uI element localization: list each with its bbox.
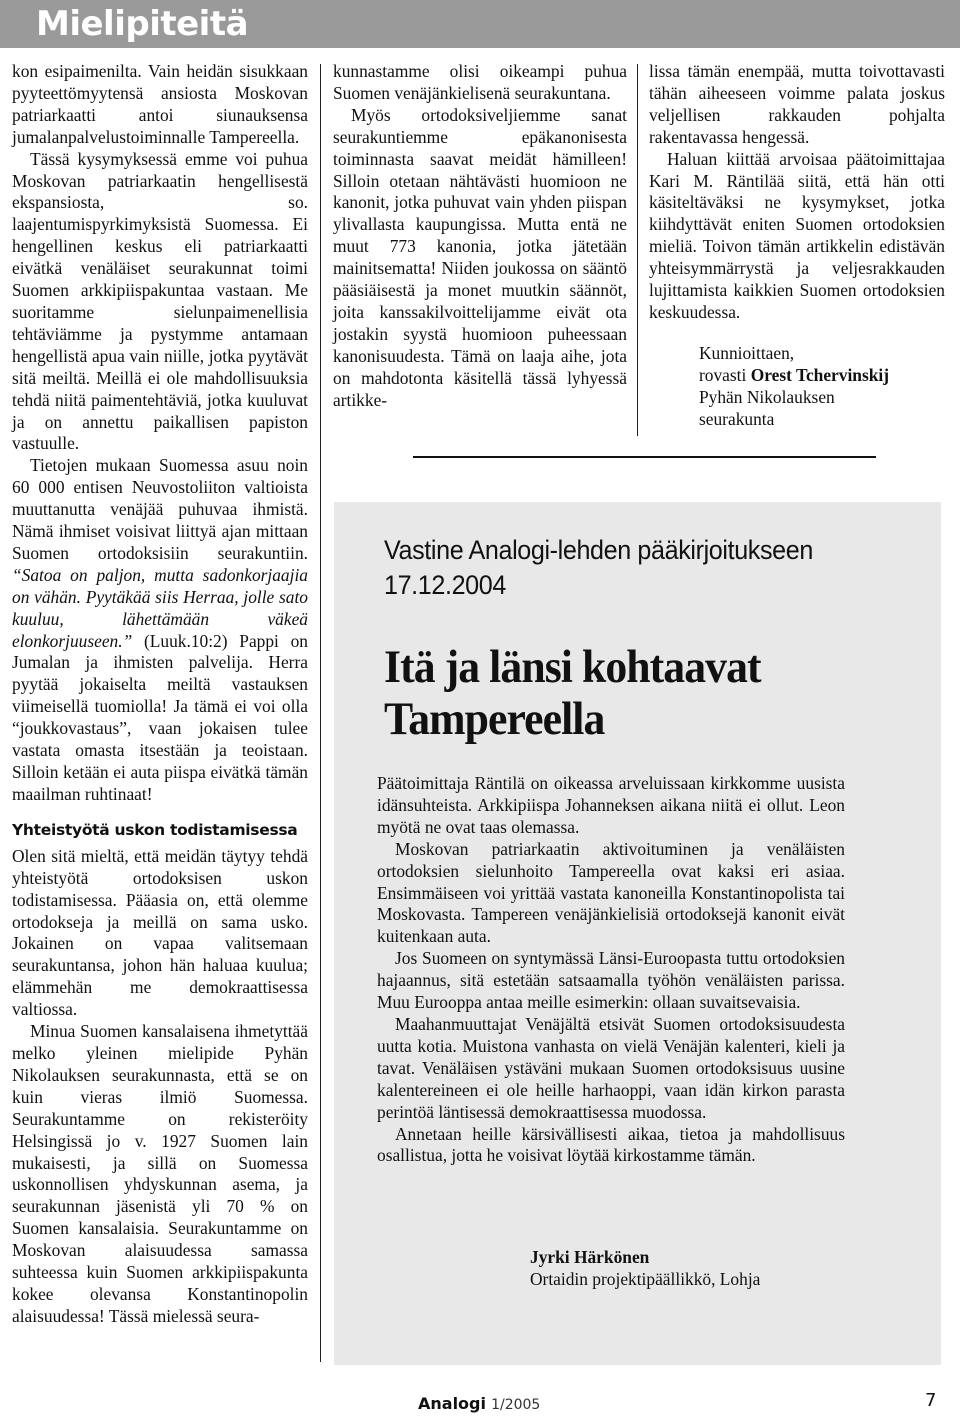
paragraph: kon esipaimenilta. Vain heidän sisukkaan pyyteettömyytensä ansiosta Moskovan patriarkaatti antoi siunauksensa jumalanpalvelustoiminnalle Tampereella. — [12, 61, 308, 147]
reply-headline: Itä ja länsi kohtaavat Tampereella — [384, 641, 761, 745]
text-span: Tietojen mukaan Suomessa asuu noin 60 000 entisen Neuvostoliiton valtioista muuttanutta venäjää puhuvaa ihmistä. Nämä ihmiset voisivat liittyä ajan mittaan Suomen ortodoksisiin seurakuntiin. — [12, 455, 308, 563]
signer-title: rovasti — [699, 364, 747, 385]
section-title: Mielipiteitä — [36, 4, 249, 44]
page-number: 7 — [925, 1390, 937, 1411]
paragraph: lissa tämän enempää, mutta toivottavasti tähän aiheeseen voimme palata joskus veljellisen rakkauden pohjalta rakentavassa hengessä. — [649, 61, 945, 147]
paragraph: Myös ortodoksiveljiemme sanat seurakuntiemme epäkanonisesta toiminnasta saavat meidät hämilleen! Silloin otetaan nähtävästi huomioon ne kanonit, jotka puhuvat vain yhden piispan ylivallasta kaupungissa. Mutta entä ne muut 773 kanonia, jotka jätetään mainitsematta! Niiden joukossa on sääntö pääsiäisestä ja monet muutkin säännöt, joita kanssakilvoittelijamme eivät ota jostakin syystä huomioon puheessaan kanonisuudesta. Tämä on laaja aihe, jota on mahdotonta käsitellä tässä lyhyessä artikke- — [333, 104, 627, 410]
reply-body — [377, 773, 845, 1167]
paragraph: Päätoimittaja Räntilä on oikeassa arveluissaan kirkkomme uusista idänsuhteista. Arkkipiispa Johanneksen aikana niitä ei ollut. Leon myötä ne ovat taas olemassa. — [377, 773, 845, 837]
article-column-3 — [649, 61, 945, 324]
signer-org: Pyhän Nikolauksen — [699, 386, 835, 407]
horizontal-divider — [413, 456, 876, 458]
text-span: (Luuk.10:2) Pappi on Jumalan ja ihmisten palvelija. Herra pyytää jokaiselta meiltä vastauksen viimeisellä tuomiolla! Ja tämä ei voi olla “joukkovastaus”, vaan jokaisen tulee vastata omasta itsestään ja teoistaan. Silloin ketään ei auta piispa eivätkä tämän maailman ruhtinaat! — [12, 630, 308, 804]
bible-quote: “Satoa on paljon, mutta sadonkorjaajia on vähän. Pyytäkää siis Herraa, jolle sato kuuluu, lähettämään väkeä elonkorjuuseen.” — [12, 564, 308, 651]
author-name: Jyrki Härkönen — [530, 1247, 650, 1267]
column-divider — [320, 64, 321, 1362]
reply-author — [530, 1247, 760, 1291]
paragraph: Minua Suomen kansalaisena ihmetyttää melko yleinen mielipide Pyhän Nikolauksen seurakunnasta, että se on kuin vieras ilmiö Suomessa. Seurakuntamme on rekisteröity Helsingissä jo v. 1927 Suomen lain mukaisesti, ja sillä on Suomessa uskonnollisen yhdyskunnan asema, ja seurakunnan jäsenistä yli 70 % on Suomen kansalaisia. Seurakuntamme on Moskovan alaisuudessa samassa suhteessa kuin Suomen arkkipiispakunta kokee olevansa Konstantinopolin alaisuudessa! Tässä mielessä seura- — [12, 1021, 308, 1326]
paragraph: kunnastamme olisi oikeampi puhua Suomen venäjänkielisenä seurakuntana. — [333, 61, 627, 103]
paragraph: Olen sitä mieltä, että meidän täytyy tehdä yhteistyötä ortodoksisen uskon todistamisessa. Pääasia on, että olemme ortodokseja ja meillä on sama usko. Jokainen on vapaa valitsemaan seurakuntansa, johon hän haluaa kuulua; elämmehän me demokraattisessa valtiossa. — [12, 845, 308, 1020]
paragraph: Tässä kysymyksessä emme voi puhua Moskovan patriarkaatin hengellisestä ekspansiosta, so. laajentumispyrkimyksistä Suomessa. Ei hengellinen keskus eli patriarkaatti eivätkä venäläiset seurakunnat toimi Suomen arkkipiispakuntaa vastaan. Me suoritamme sielunpaimenellisia tehtäviämme ja pystymme antamaan hengellistä apua vain niille, jotka pyytävät sitä meiltä. Meillä ei ole mahdollisuuksia tehdä niitä paimentehtäviä, jotka kuuluvat ja on annettu paikallisen papiston vastuulle. — [12, 148, 308, 454]
article-column-1 — [12, 61, 308, 1328]
paragraph: Jos Suomeen on syntymässä Länsi-Euroopasta tuttu ortodoksien hajaannus, sitä estetään satsaamalla työhön venäläisten parissa. Muu Eurooppa antaa meille esimerkin: ollaan suvaitsevaisia. — [377, 948, 845, 1013]
reply-title: Vastine Analogi-lehden pääkirjoitukseen 17.12.2004 — [384, 535, 813, 600]
closing: Kunnioittaen, — [699, 343, 795, 363]
author-title: Ortaidin projektipäällikkö, Lohja — [530, 1268, 761, 1289]
paragraph: Maahanmuuttajat Venäjältä etsivät Suomen ortodoksisuudesta uutta kotia. Muistona vanhasta on vielä Venäjän kalenteri, kieli ja tavat. Venäläisen ystäväni mukaan Suomen ortodoksisuus uusine kalentereineen ei ole heille harhaoppi, vaan idän kirkon parasta perintöä läntisessä demokraattisessa muodossa. — [377, 1013, 845, 1122]
paragraph — [12, 455, 308, 806]
signer-org: seurakunta — [699, 408, 775, 429]
subheading: Yhteistyötä uskon todistamisessa — [12, 820, 298, 839]
issue-number: 1/2005 — [491, 1397, 541, 1413]
paragraph: Haluan kiittää arvoisaa päätoimittajaa Kari M. Räntilää siitä, että hän otti käsiteltäväksi ne kysymykset, jotka kiihdyttävät eniten Suomen ortodoksien mieliä. Toivon tämän artikkelin edistävän yhteisymmärrystä ja veljesrakkauden lujittamista kaikkien Suomen ortodoksien keskuudessa. — [649, 148, 945, 322]
magazine-name: Analogi — [418, 1394, 486, 1413]
signer-line — [699, 365, 889, 387]
paragraph: Annetaan heille kärsivällisesti aikaa, tietoa ja mahdollisuus osallistua, jotta he voisivat löytää kirkostamme tämän. — [377, 1123, 845, 1166]
column-divider — [637, 64, 638, 436]
letter-signature — [699, 343, 889, 431]
paragraph: Moskovan patriarkaatin aktivoituminen ja venäläisten ortodoksien sielunhoito Tampereella ovat kaksi eri asiaa. Ensimmäiseen voi yrittää vastata kanoneilla Konstantinopolista tai Moskovasta. Tampereen venäjänkielisiä ortodoksejä kanonit eivät kuitenkaan auta. — [377, 838, 845, 947]
article-column-2 — [333, 61, 627, 412]
signer-name: Orest Tchervinskij — [750, 364, 890, 385]
page-footer — [418, 1394, 540, 1415]
